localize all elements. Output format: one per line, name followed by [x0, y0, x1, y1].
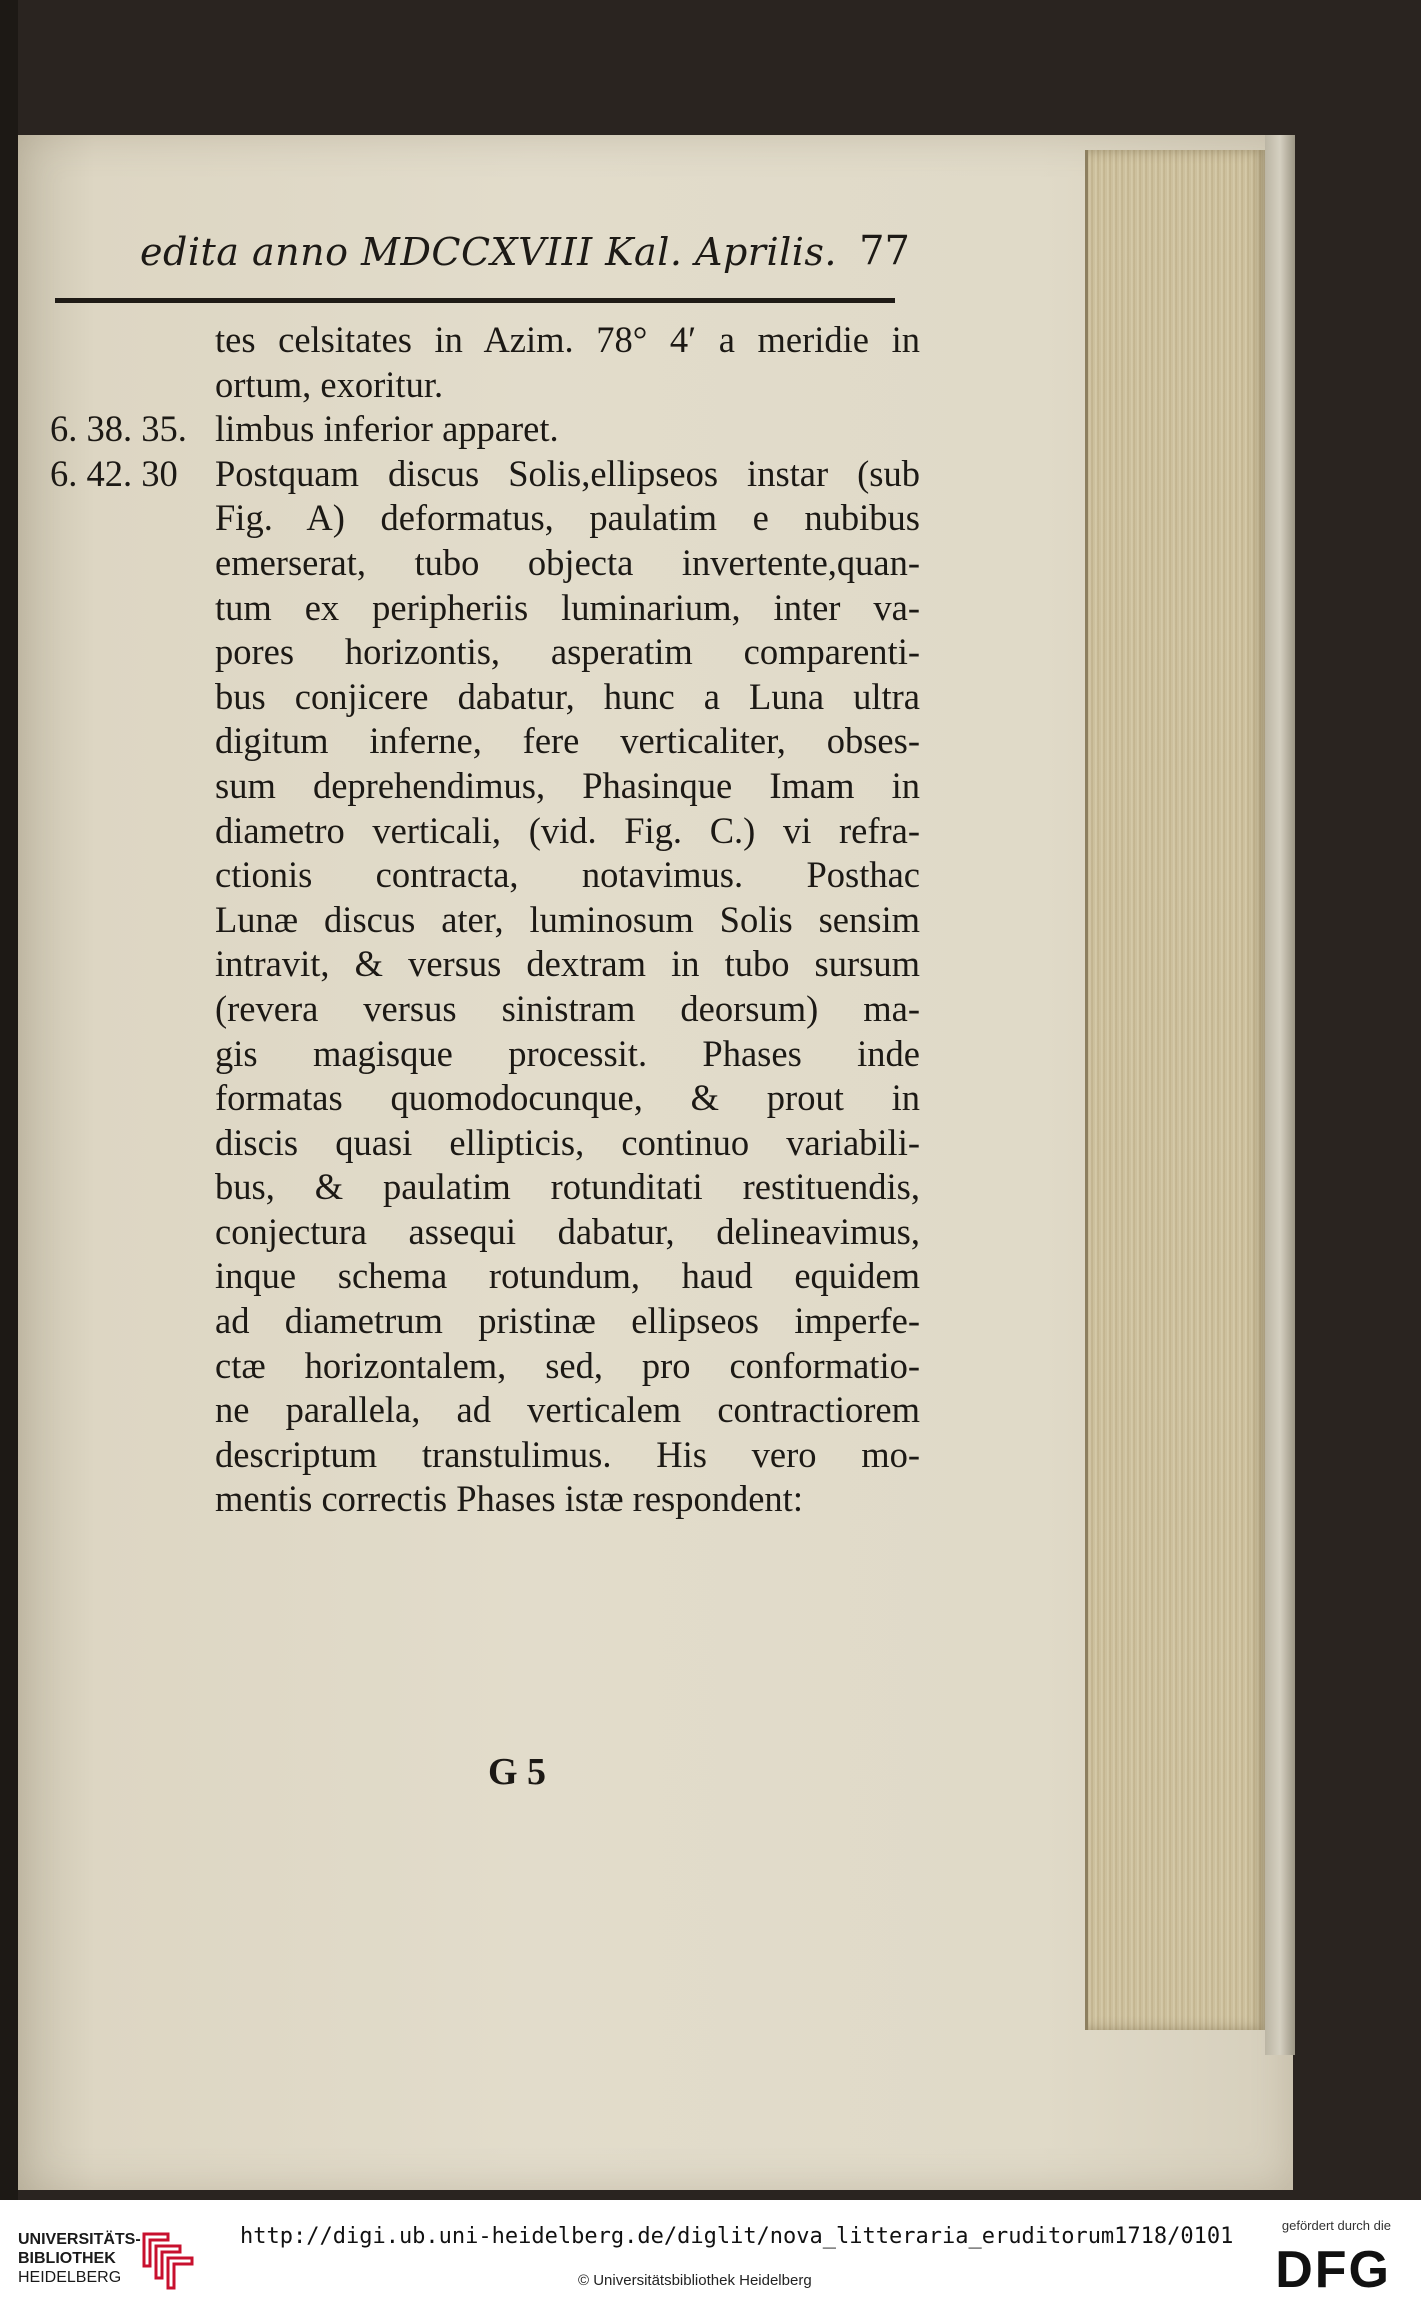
text-line	[50, 1433, 920, 1478]
viewer-footer	[0, 2200, 1421, 2305]
copyright-notice: © Universitätsbibliothek Heidelberg	[578, 2272, 812, 2289]
library-logo-icon	[138, 2226, 198, 2290]
text-line	[50, 586, 920, 631]
library-logo-text	[18, 2230, 141, 2287]
line-text: descriptum transtulimus. His vero mo-	[215, 1433, 920, 1475]
line-text: intravit, & versus dextram in tubo sursum	[215, 943, 920, 985]
text-line	[50, 452, 920, 497]
book-fore-edge	[1085, 150, 1268, 2030]
line-text: digitum inferne, fere verticaliter, obses-	[215, 720, 920, 762]
text-line	[50, 496, 920, 541]
text-line	[50, 898, 920, 943]
text-line	[50, 1477, 920, 1522]
text-line	[50, 764, 920, 809]
line-text: ne parallela, ad verticalem contractiorem	[215, 1389, 920, 1431]
line-text: emerserat, tubo objecta invertente,quan-	[215, 541, 920, 583]
line-text: conjectura assequi dabatur, delineavimus,	[215, 1210, 920, 1252]
line-text: Fig. A) deformatus, paulatim e nubibus	[215, 497, 920, 539]
text-line	[50, 1299, 920, 1344]
running-title: edita anno MDCCXVIII Kal. Aprilis.	[140, 230, 837, 274]
library-name-line: UNIVERSITÄTS-	[18, 2231, 141, 2248]
line-text: diametro verticali, (vid. Fig. C.) vi refra-	[215, 809, 920, 851]
line-text: (revera versus sinistram deorsum) ma-	[215, 987, 920, 1029]
line-text: ad diametrum pristinæ ellipseos imperfe-	[215, 1300, 920, 1342]
line-text: tes celsitates in Azim. 78° 4′ a meridie in	[215, 319, 920, 360]
page-number: 77	[859, 228, 910, 274]
line-text: inque schema rotundum, haud equidem	[215, 1255, 920, 1297]
dfg-logo: DFG	[1275, 2241, 1391, 2299]
text-line	[50, 987, 920, 1032]
text-line	[50, 719, 920, 764]
header-rule	[55, 298, 895, 303]
text-line	[50, 1254, 920, 1299]
line-text: Lunæ discus ater, luminosum Solis sensim	[215, 898, 920, 940]
text-line	[50, 675, 920, 720]
sponsor-label: gefördert durch die	[1281, 2218, 1391, 2233]
text-line	[50, 407, 920, 452]
text-body	[50, 318, 920, 1522]
text-line	[50, 1076, 920, 1121]
line-text: Postquam discus Solis,ellipseos instar (sub	[215, 452, 920, 494]
text-line	[50, 942, 920, 987]
text-line	[50, 1032, 920, 1077]
permalink-url[interactable]: http://digi.ub.uni-heidelberg.de/diglit/nova_litteraria_eruditorum1718/0101	[240, 2224, 1234, 2249]
line-text: sum deprehendimus, Phasinque Imam in	[215, 764, 920, 806]
text-line	[50, 363, 920, 408]
text-line	[50, 318, 920, 363]
line-text: gis magisque processit. Phases inde	[215, 1032, 920, 1074]
text-line	[50, 853, 920, 898]
text-line	[50, 541, 920, 586]
book-spine-shadow	[0, 0, 18, 2200]
text-line	[50, 1165, 920, 1210]
line-text: limbus inferior apparet.	[215, 408, 559, 450]
line-text: pores horizontis, asperatim comparenti-	[215, 631, 920, 673]
book-cover-edge	[1265, 135, 1295, 2055]
line-text: mentis correctis Phases istæ respondent:	[215, 1478, 803, 1520]
text-line	[50, 1210, 920, 1255]
line-text: formatas quomodocunque, & prout in	[215, 1077, 920, 1119]
line-text: discis quasi ellipticis, continuo variabili-	[215, 1121, 920, 1163]
line-text: bus, & paulatim rotunditati restituendis,	[215, 1166, 920, 1208]
signature-mark: G 5	[488, 1751, 547, 1793]
line-text: tum ex peripheriis luminarium, inter va-	[215, 586, 920, 628]
line-text: ortum, exoritur.	[215, 363, 444, 405]
line-text: ctionis contracta, notavimus. Posthac	[215, 854, 920, 896]
library-name-line: HEIDELBERG	[18, 2269, 122, 2286]
line-text: bus conjicere dabatur, hunc a Luna ultra	[215, 675, 920, 717]
library-name-line: BIBLIOTHEK	[18, 2250, 116, 2267]
margin-time-note: 6. 38. 35.	[50, 408, 187, 450]
line-text: ctæ horizontalem, sed, pro conformatio-	[215, 1344, 920, 1386]
text-line	[50, 1388, 920, 1433]
text-line	[50, 630, 920, 675]
text-line	[50, 809, 920, 854]
margin-time-note: 6. 42. 30	[50, 452, 178, 494]
text-line	[50, 1121, 920, 1166]
text-line	[50, 1344, 920, 1389]
running-header	[140, 222, 910, 282]
